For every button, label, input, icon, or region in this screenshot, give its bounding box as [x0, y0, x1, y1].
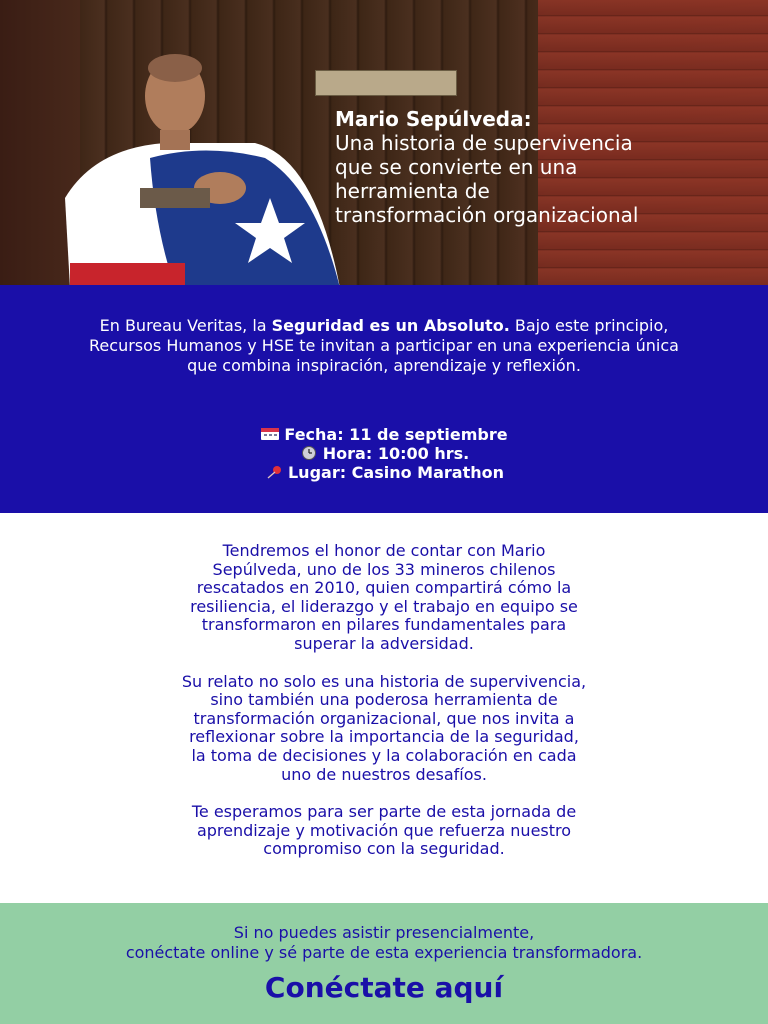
event-date-row	[0, 425, 768, 444]
body-paragraph-2: Su relato no solo es una historia de supervivencia, sino también una poderosa herramienta de transformación organizacional, que nos invita a reflexionar sobre la importancia de la seguridad, la toma de decisiones y la colaboración en cada uno de nuestros desafíos.	[181, 671, 587, 784]
hero-title	[335, 107, 755, 227]
online-footer	[0, 903, 768, 1024]
hero-name: Mario Sepúlveda:	[335, 107, 532, 131]
event-time: Hora: 10:00 hrs.	[322, 444, 470, 463]
intro-prefix: En Bureau Veritas, la	[99, 316, 272, 335]
body-paragraph-3: Te esperamos para ser parte de esta jornada de aprendizaje y motivación que refuerza nuestro compromiso con la seguridad.	[191, 802, 577, 859]
connect-here-link[interactable]: Conéctate aquí	[264, 971, 504, 1004]
event-date: Fecha: 11 de septiembre	[284, 425, 508, 444]
event-time-row	[0, 444, 768, 463]
event-details	[0, 425, 768, 482]
intro-text	[80, 316, 688, 376]
hero-banner	[0, 0, 768, 285]
body-paragraph-1: Tendremos el honor de contar con Mario Sepúlveda, uno de los 33 mineros chilenos rescatados en 2010, quien compartirá cómo la resiliencia, el liderazgo y el trabajo en equipo se transformaron en pilares fundamentales para superar la adversidad.	[190, 541, 578, 653]
clock-icon	[299, 446, 319, 460]
pushpin-icon	[264, 465, 284, 479]
calendar-icon	[260, 427, 280, 441]
hero-subtitle: Una historia de supervivencia que se convierte en una herramienta de transformación organizacional	[335, 131, 639, 227]
body-section	[110, 542, 658, 878]
online-message: Si no puedes asistir presencialmente, conéctate online y sé parte de esta experiencia transformadora.	[125, 923, 643, 962]
intro-suffix: Bajo este principio, Recursos Humanos y HSE te invitan a participar en una experiencia única que combina inspiración, aprendizaje y reflexión.	[89, 316, 679, 375]
invitation-band	[0, 285, 768, 513]
event-location-row	[0, 463, 768, 482]
intro-highlight: Seguridad es un Absoluto.	[271, 316, 510, 335]
event-location: Lugar: Casino Marathon	[287, 463, 505, 482]
hero-photo-person	[55, 48, 355, 285]
